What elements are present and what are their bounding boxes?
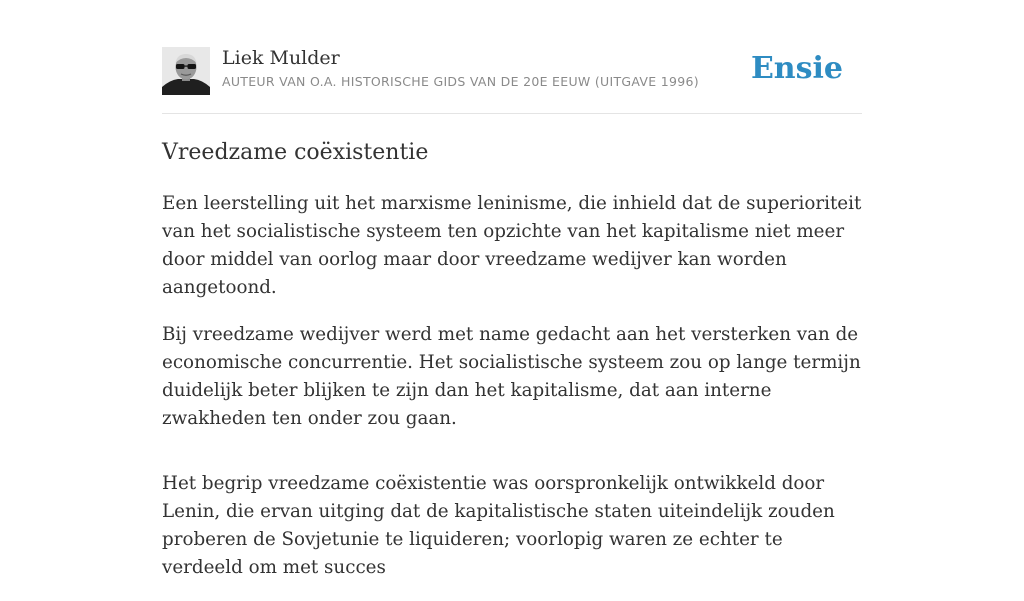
author-avatar[interactable]: [162, 47, 210, 95]
paragraph: Bij vreedzame wedijver werd met name gedacht aan het versterken van de economische concurrentie. Het socialistische systeem zou op lange termijn duidelijk beter blijken te zijn dan het kapitalisme, dat aan interne zwakheden ten onder zou gaan.: [162, 324, 861, 429]
article-body: [162, 190, 864, 601]
author-photo: [162, 47, 210, 95]
author-header: [162, 0, 862, 114]
author-bio: AUTEUR VAN O.A. HISTORISCHE GIDS VAN DE 20E EEUW (UITGAVE 1996): [222, 74, 699, 89]
paragraph: Een leerstelling uit het marxisme leninisme, die inhield dat de superioriteit van het socialistische systeem ten opzichte van het kapitalisme niet meer door middel van oorlog maar door vreedzame wedijver kan worden aangetoond.: [162, 193, 862, 298]
paragraph: Het begrip vreedzame coëxistentie was oorspronkelijk ontwikkeld door Lenin, die ervan uitging dat de kapitalistische staten uiteindelijk zouden proberen de Sovjetunie te liquideren; voorlopig waren ze echter te verdeeld om met succes: [162, 473, 835, 578]
article-container: [162, 0, 862, 578]
ensie-logo[interactable]: Ensie: [750, 51, 843, 86]
article-title: Vreedzame coëxistentie: [162, 140, 429, 165]
author-name[interactable]: Liek Mulder: [222, 47, 340, 69]
